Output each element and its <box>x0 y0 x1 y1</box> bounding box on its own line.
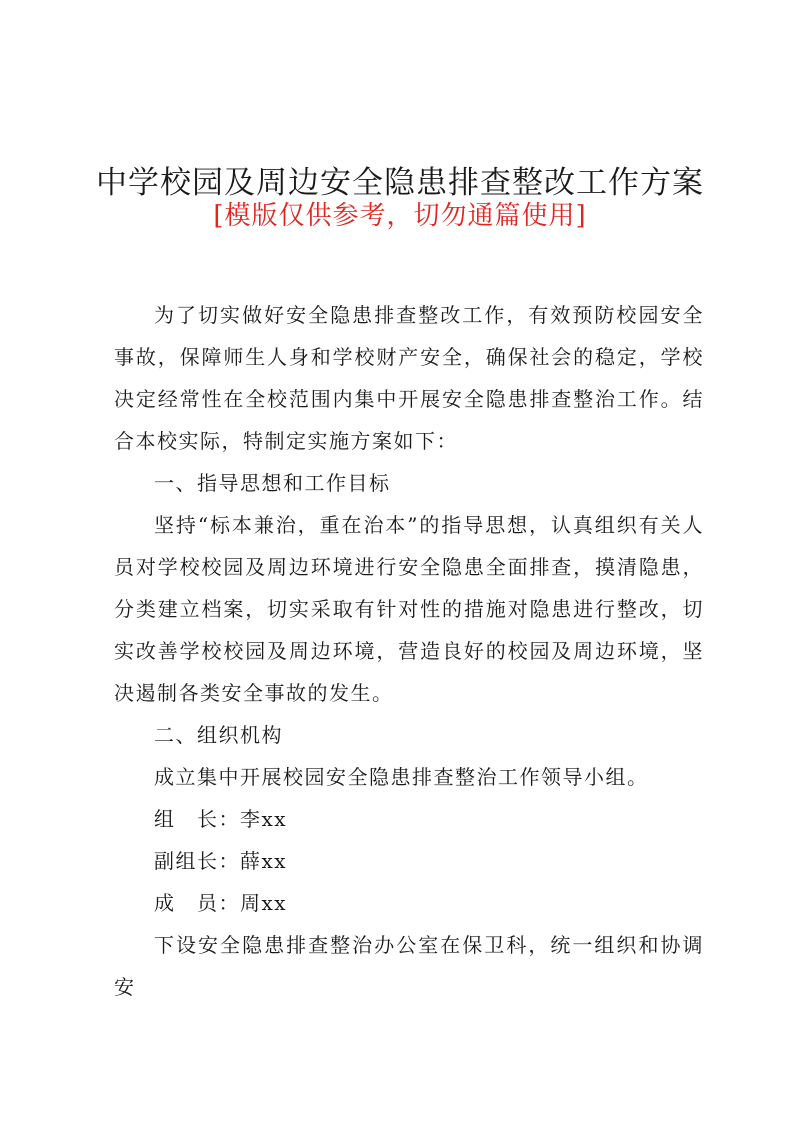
guiding-thought-paragraph: 坚持“标本兼治，重在治本”的指导思想，认真组织有关人员对学校校园及周边环境进行安全隐患全面排查，摸清隐患，分类建立档案，切实采取有针对性的措施对隐患进行整改，切实改善学校校园及周边环境，营造良好的校园及周边环境，坚决遏制各类安全事故的发生。 <box>114 513 704 705</box>
intro-paragraph: 为了切实做好安全隐患排查整改工作，有效预防校园安全事故，保障师生人身和学校财产安全，确保社会的稳定，学校决定经常性在全校范围内集中开展安全隐患排查整治工作。结合本校实际，特制定实施方案如下： <box>114 303 704 453</box>
document-title: 中学校园及周边安全隐患排查整改工作方案 <box>96 164 704 201</box>
deputy-leader-line: 副组长：薛xx <box>154 849 288 873</box>
section-heading-guiding-thought: 一、指导思想和工作目标 <box>154 471 391 495</box>
document-body <box>114 294 704 1008</box>
organization-paragraph: 成立集中开展校园安全隐患排查整治工作领导小组。 <box>154 765 649 789</box>
leader-line: 组 长：李xx <box>154 807 288 831</box>
members-line: 成 员：周xx <box>154 891 288 915</box>
office-paragraph: 下设安全隐患排查整治办公室在保卫科，统一组织和协调安 <box>114 933 704 999</box>
section-heading-organization: 二、组织机构 <box>154 723 283 747</box>
template-notice: [模版仅供参考，切勿通篇使用] <box>213 201 587 231</box>
